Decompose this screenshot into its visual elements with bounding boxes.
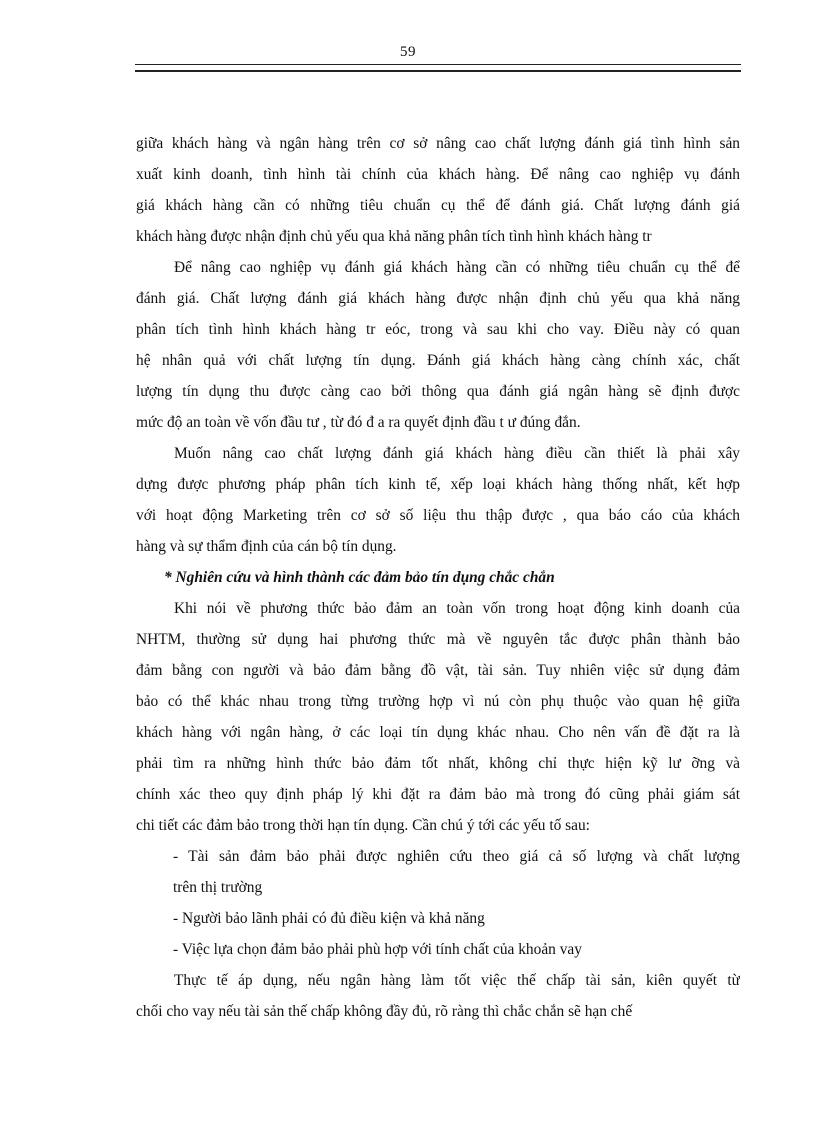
text-line: NHTM, thường sử dụng hai phương thức mà về nguyên tắc được phân thành bảo [136,631,740,648]
text-line: xuất kinh doanh, tình hình tài chính của khách hàng. Để nâng cao nghiệp vụ đánh [136,166,740,183]
text-line: Thực tế áp dụng, nếu ngân hàng làm tốt việc thế chấp tài sản, kiên quyết từ [174,972,740,989]
text-line: đảm bằng con người và bảo đảm bằng đồ vật, tài sản. Tuy nhiên việc sử dụng đảm [136,662,740,679]
text-line: chối cho vay nếu tài sản thế chấp không đầy đủ, rõ ràng thì chắc chắn sẽ hạn chế [136,1003,633,1020]
text-line: Khi nói về phương thức bảo đảm an toàn vốn trong hoạt động kinh doanh của [174,600,740,617]
bullet-item: - Tài sản đảm bảo phải được nghiên cứu theo giá cả số lượng và chất lượng [173,848,740,865]
paragraph-1 [136,128,740,252]
bullet-list [136,841,740,965]
text-line: giữa khách hàng và ngân hàng trên cơ sở nâng cao chất lượng đánh giá tình hình sản [136,135,740,152]
text-line: chính xác theo quy định pháp lý khi đặt ra đảm bảo mà trong đó cũng phải giám sát [136,786,740,803]
bullet-item-continuation: trên thị trường [173,879,263,896]
text-line: với hoạt động Marketing trên cơ sở số liệu thu thập được , qua báo cáo của khách [136,507,740,524]
page-number: 59 [400,44,416,60]
text-line: bảo có thể khác nhau trong từng trường hợp vì nú còn phụ thuộc vào quan hệ giữa [136,693,740,710]
paragraph-5 [136,965,740,1027]
text-line: đánh giá. Chất lượng đánh giá khách hàng được nhận định chủ yếu qua khả năng [136,290,740,307]
bullet-item: - Người bảo lãnh phải có đủ điều kiện và khả năng [173,910,485,927]
bullet-item: - Việc lựa chọn đảm bảo phải phù hợp với tính chất của khoản vay [173,941,582,958]
text-line: khách hàng với ngân hàng, ở các loại tín dụng khác nhau. Cho nên vấn đề đặt ra là [136,724,740,741]
paragraph-4 [136,593,740,841]
text-line: Muốn nâng cao chất lượng đánh giá khách hàng điều cần thiết là phải xây [174,445,740,462]
text-line: chi tiết các đảm bảo trong thời hạn tín dụng. Cần chú ý tới các yếu tố sau: [136,817,590,834]
text-line: phân tích tình hình khách hàng tr eóc, trong và sau khi cho vay. Điều này có quan [136,321,740,338]
text-line: giá khách hàng cần có những tiêu chuẩn cụ thể để đánh giá. Chất lượng đánh giá [136,197,740,214]
paragraph-3 [136,438,740,562]
text-line: mức độ an toàn về vốn đầu tư , từ đó đ a ra quyết định đầu t ư đúng đắn. [136,414,581,431]
section-heading [136,562,740,593]
text-line: hàng và sự thẩm định của cán bộ tín dụng. [136,538,397,555]
paragraph-2 [136,252,740,438]
body-text [136,128,740,1027]
text-line: Để nâng cao nghiệp vụ đánh giá khách hàng cần có những tiêu chuẩn cụ thể để [174,259,740,276]
text-line: hệ nhân quả với chất lượng tín dụng. Đánh giá khách hàng càng chính xác, chất [136,352,740,369]
header-double-rule [135,64,741,72]
text-line: lượng tín dụng thu được càng cao bởi thông qua đánh giá ngân hàng sẽ định được [136,383,740,400]
text-line: khách hàng được nhận định chủ yếu qua khả năng phân tích tình hình khách hàng tr [136,228,652,245]
text-line: dựng được phương pháp phân tích kinh tế, xếp loại khách hàng thống nhất, kết hợp [136,476,740,493]
text-line: phải tìm ra những hình thức bảo đảm tốt nhất, không chỉ thực hiện kỹ lư ỡng và [136,755,740,772]
section-heading-text: * Nghiên cứu và hình thành các đảm bảo tín dụng chắc chắn [164,569,555,586]
